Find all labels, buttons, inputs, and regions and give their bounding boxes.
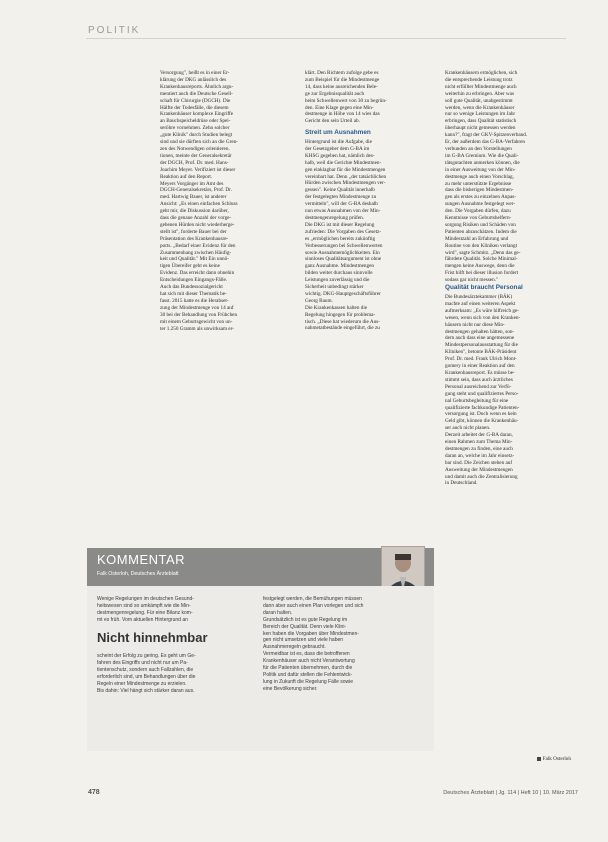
- text-line: sodass gar nicht messen.": [445, 277, 499, 284]
- text-line: Regeln einer Mindestmenge zu erzielen.: [97, 680, 187, 687]
- text-line: Reaktion auf den Report.: [160, 173, 213, 180]
- text-line: Frist hilft bei dieser illusion fordert: [445, 270, 519, 277]
- text-line: Krankenhausreport. Es müsse be-: [445, 369, 515, 376]
- text-line: heitswesen sind so umkämpft wie die Min-: [97, 602, 191, 609]
- text-line: mengen keine Auswege, denn die: [445, 263, 515, 270]
- text-line: geht mir, die Diskussion darüber,: [160, 208, 229, 215]
- text-line: dass die genaue Anzahl der vorge-: [160, 215, 232, 222]
- text-line: Krankenhäusern ermöglichen, sich: [445, 70, 518, 76]
- text-line: nahmetatbestände eingeführt, die zu: [305, 325, 380, 332]
- text-line: ken haben die Vorgaben über Mindestmen-: [263, 630, 359, 637]
- article-column-3-top: [445, 70, 571, 284]
- text-line: aufmerksam: „Es wäre hilfreich ge-: [445, 307, 520, 314]
- text-line: Regelung hingegen für problema-: [305, 311, 376, 318]
- text-line: tätsgutachten anmerken können, die: [445, 159, 520, 166]
- text-line: Mindestpersonalausstattung für die: [445, 342, 518, 349]
- text-line: fasst. 2015 hatte es die Herabset-: [160, 297, 229, 304]
- text-line: Evidenz. Das erreicht dann ohnehin: [160, 270, 235, 277]
- text-line: stimmt sein, dass auch ärztliches: [445, 376, 513, 383]
- text-line: mit einem Geburtsgewicht von un-: [160, 318, 233, 325]
- text-line: ser auch nicht planen.: [445, 425, 491, 432]
- text-line: Ausnahmeregeln gebraucht.: [263, 644, 326, 651]
- text-line: fährdete Qualität. Solche Minimal-: [445, 256, 518, 263]
- text-line: Sicherheit unbedingt stärker: [305, 284, 364, 291]
- journal-citation: Deutsches Ärzteblatt | Jg. 114 | Heft 10 | 10. März 2017: [443, 790, 578, 796]
- text-line: destmengen gehalten hätten, son-: [445, 328, 515, 335]
- text-line: mentiert auch die Deutsche Gesell-: [160, 90, 233, 97]
- text-line: Patienten abzuschätzen. Indem die: [445, 228, 517, 235]
- text-line: sorgung Risiken und Schäden von: [445, 221, 516, 228]
- text-line: machte auf einen weiteren Aspekt: [445, 300, 516, 307]
- text-line: DGCH-Generalsekretärs, Prof. Dr.: [160, 187, 232, 194]
- text-line: Bereich der Qualität. Denn viele Klini-: [263, 623, 347, 630]
- text-line: Krankenhausreports. Ähnlich argu-: [160, 83, 234, 90]
- text-line: in Deutschland.: [445, 480, 478, 487]
- text-line: zen des Notwendigen orientieren.: [160, 145, 230, 152]
- text-line: Politik und dafür stellen die Fehlentwick-: [263, 671, 353, 678]
- kommentar-column-2: [263, 596, 423, 693]
- text-line: tigen Übereifer geht es keine: [160, 263, 220, 270]
- text-line: lung in Zukunft die Regelung Fälle sowie: [263, 678, 354, 685]
- subheading-qualitaet: Qualität braucht Personal: [445, 284, 523, 291]
- text-line: überhaupt nicht gemessen werden: [445, 125, 516, 132]
- text-line: destmengenregelung prüfen.: [305, 214, 365, 221]
- text-line: dann aber auch einen Plan vorlegen und sich: [263, 602, 364, 609]
- text-line: dern auch dass eine angemessene: [445, 335, 515, 342]
- text-line: Die Krankenkassen halten die: [305, 304, 368, 311]
- article-column-2-top: [305, 70, 433, 125]
- text-line: den. Eine Klage gegen eine Min-: [305, 104, 374, 111]
- text-line: festgelegt werden, die Bemühungen müssen: [263, 596, 362, 602]
- text-line: der DGCH, Prof. Dr. med. Hans-: [160, 159, 229, 166]
- text-line: ganz Ausnahme. Mindestmengen: [305, 263, 375, 270]
- text-line: der Gesetzgeber dem G-BA im: [305, 145, 370, 152]
- article-column-2-bottom: [305, 139, 433, 332]
- text-line: weiterhin zu erbringen. Aber was: [445, 90, 514, 97]
- text-line: Krankenhäuser komplexe Eingriffe: [160, 111, 234, 118]
- text-line: Er, der außerdem das G-BA-Verfahren: [445, 139, 526, 146]
- text-line: zum Beispiel für die Mindestmenge: [305, 76, 380, 83]
- text-line: gen als erstes zu einzelnen Anpas-: [445, 194, 517, 201]
- text-line: erbringen, dass Qualität statistisch: [445, 118, 517, 125]
- text-line: kann?", fragt der GKV-Spitzenverband.: [445, 132, 528, 139]
- text-line: fahren des Eingriffs und nicht nur um Pa-: [97, 659, 188, 666]
- text-line: daran halten.: [263, 609, 293, 616]
- text-line: beim Schwellenwert von 30 zu begrün-: [305, 97, 387, 104]
- text-line: den. Die Vorgaben dürfen, dazu: [445, 208, 511, 215]
- text-line: Routine von den Kliniken verlangt: [445, 242, 518, 249]
- text-line: Joachim Meyer. Verifiziert ist dieser: [160, 166, 236, 173]
- text-line: nicht erfüllter Mindestmenge auch: [445, 83, 517, 90]
- text-line: daran an, welche im Jahr einsetz-: [445, 452, 515, 459]
- text-line: zufrieden: Die Vorgaben des Gesetz-: [305, 228, 382, 235]
- text-line: in einer Ausweitung von der Min-: [445, 166, 516, 173]
- text-line: 14, dass keine ausreichenden Bele-: [305, 83, 378, 90]
- text-line: gen nicht umsetzen und viele haben: [263, 637, 344, 644]
- text-line: keit und Qualität." Mit Ein unnö-: [160, 256, 229, 263]
- text-line: schaft für Chirurgie (DGCH). Die: [160, 97, 231, 104]
- text-line: ports. „Bedarf einer Evidenz für den: [160, 242, 236, 249]
- text-line: Vermeidbar ist es, dass die betroffenen: [263, 651, 350, 658]
- text-line: Hintergrund ist die Aufgabe, die: [305, 139, 372, 145]
- text-line: sind und sie dürften sich an die Gren-: [160, 139, 238, 146]
- text-line: Entscheidungen Eingangs-Fälle.: [160, 277, 228, 284]
- text-line: Georg Baum.: [305, 297, 333, 304]
- text-line: destmengenregelung. Für eine Bilanz kom-: [97, 609, 193, 616]
- text-line: Präsentation des Krankenhausre-: [160, 235, 229, 242]
- text-line: „gute Klinik" durch Studien belegt: [160, 132, 233, 139]
- text-line: Mindestzahl an Erfahrung und: [445, 235, 509, 242]
- text-line: wichtig. DKG-Hauptgeschäftsführer: [305, 290, 381, 297]
- author-credit: [445, 756, 571, 763]
- text-line: bar sind. Die Zeichen stehen auf: [445, 459, 513, 466]
- kommentar-headline: Nicht hinnehmbar: [97, 630, 208, 645]
- text-line: erforderlich sind, um Behandlungen über die: [97, 673, 196, 680]
- text-line: Grundsätzlich ist es gute Regelung im: [263, 616, 348, 623]
- text-line: Hälfte der Todesfälle, die diesem: [160, 104, 229, 111]
- text-line: nur so wenige Leistungen im Jahr: [445, 111, 516, 118]
- text-line: im G-BA Gremium. Wie die Quali-: [445, 152, 519, 159]
- text-line: dass die bisherigen Mindestmen-: [445, 187, 514, 194]
- text-line: und damit auch die Zentralisierung: [445, 473, 518, 480]
- text-line: Versorgung", heißt es in einer Er-: [160, 70, 230, 76]
- text-line: halb, weil die Gerichte Mindestmen-: [305, 159, 382, 166]
- kommentar-column-1-top: [97, 596, 252, 624]
- text-line: wird", sagte Schmitz. „Denn das ge-: [445, 249, 521, 256]
- text-line: destmenge in Höhe von 14 wies das: [305, 111, 380, 118]
- text-line: Leistungen zuverlässig und die: [305, 277, 370, 284]
- text-line: tionen, meinte der Generalsekretär: [160, 152, 232, 159]
- text-line: tisch. „Diese hat wiederum die Aus-: [305, 318, 380, 325]
- text-line: es „ermöglichen bereits zukünftig: [305, 235, 376, 242]
- text-line: gessen". Keine Qualität innerhalb: [305, 187, 375, 194]
- text-line: destmengen zu finden, eine auch: [445, 445, 513, 452]
- kommentar-title: KOMMENTAR: [97, 552, 186, 567]
- text-line: klärt. Den Richtern zufolge gebe es: [305, 70, 379, 76]
- text-line: vereinbart hat. Denn „der tatsächlichen: [305, 173, 387, 180]
- text-line: sowie Ausnahmemöglichkeiten. Ein: [305, 249, 380, 256]
- end-mark: [537, 757, 541, 761]
- text-line: einen Rahmen zum Thema Min-: [445, 439, 513, 446]
- text-line: ge zur Ergebnisqualität auch: [305, 90, 365, 97]
- text-line: Derzeit arbeitet der G-BA daran,: [445, 432, 513, 439]
- text-line: gomery in einer Reaktion auf den: [445, 363, 515, 370]
- text-line: Krankenhäuser auch nicht Verantwortung: [263, 658, 355, 665]
- text-line: häusern nicht nur diese Min-: [445, 321, 505, 328]
- text-line: Die DKG ist mit dieser Regelung: [305, 221, 375, 228]
- section-label: POLITIK: [88, 25, 141, 36]
- text-line: mt es früh. Vom aktuellen Hintergrund an: [97, 616, 188, 623]
- text-line: an Bauchspeicheldrüse oder Spei-: [160, 118, 231, 125]
- text-line: die entsprechende Leistung trotz: [445, 76, 513, 83]
- text-line: soll gute Qualität, unabgestimmt: [445, 97, 513, 104]
- text-line: scheint der Erfolg zu gering. Es geht um Ge-: [97, 653, 196, 659]
- text-line: Zusammenhang zwischen Häufig-: [160, 249, 232, 256]
- text-line: Gericht den sein Urteil ab.: [305, 118, 360, 125]
- text-line: stellt ist", forderte Bauer bei der: [160, 228, 227, 235]
- text-line: klärung der DKG anlässlich des: [160, 76, 227, 83]
- kommentar-column-1-bottom: [97, 653, 252, 694]
- text-line: der festgelegten Mindestmenge zu: [305, 194, 377, 201]
- text-line: qualifizierte fachkundige Patienten-: [445, 404, 520, 411]
- text-line: KHSG gegeben hat, nämlich des-: [305, 152, 375, 159]
- text-line: tientenschutz, sondern auch Fallzahlen, die: [97, 666, 194, 673]
- text-line: zu mehr unterstützte Ergebnisse: [445, 180, 512, 187]
- text-line: Verbesserungen bei Schwellenwerten: [305, 242, 383, 249]
- header-divider: [86, 38, 566, 39]
- subheading-streit: Streit um Ausnahmen: [305, 129, 371, 136]
- article-column-1: [160, 70, 288, 332]
- text-line: gebenen Hürden nicht wiederherge-: [160, 221, 235, 228]
- text-line: Auch das Bundessozialgericht: [160, 284, 223, 291]
- kommentar-byline: Falk Osterloh, Deutsches Ärzteblatt: [97, 571, 179, 577]
- text-line: wesen, wenn sich von den Kranken-: [445, 314, 521, 321]
- text-line: gen einklagbar für die Mindestmengen: [305, 166, 386, 173]
- text-line: Prof. Dr. med. Frank Ulrich Mont-: [445, 356, 517, 363]
- text-line: nal Geburtsbegleitung für eine: [445, 397, 509, 404]
- text-line: Kliniken", betonte BÄK-Präsident: [445, 349, 517, 356]
- text-line: Kenntnisse von Geburtshelfern-: [445, 215, 512, 222]
- text-line: Geld gibt, können die Krankenhäu-: [445, 418, 519, 425]
- text-line: Meyers Vorgänger im Amt des: [160, 180, 224, 187]
- author-name: Falk Osterloh: [542, 756, 571, 762]
- page-number: 478: [88, 789, 100, 796]
- text-line: sinnloses Qualitätsargument ist ohne: [305, 256, 382, 263]
- text-line: versorgung ist. Doch wenn es kein: [445, 411, 517, 418]
- text-line: für die Patienten übernehmen, durch die: [263, 665, 353, 672]
- text-line: verbunden an den Vorstellungen: [445, 145, 512, 152]
- text-line: seröhre vornehmen. Zehn solcher: [160, 125, 230, 132]
- text-line: bilden weiter durchaus sinnvolle: [305, 270, 373, 277]
- text-line: sungen Ausnahme festgelegt wer-: [445, 201, 516, 208]
- article-column-3-bottom: [445, 294, 571, 487]
- text-line: Ausweitung der Mindestmengen: [445, 466, 513, 473]
- text-line: ter 1.250 Gramm als unwirksam er-: [160, 325, 234, 332]
- text-line: vermitteln", will der G-BA deshalb: [305, 201, 378, 208]
- text-line: Wenige Regelungen im deutschen Gesund-: [97, 596, 194, 602]
- text-line: 30 bei der Behandlung von Frühchen: [160, 311, 238, 318]
- text-line: Personal ausreichend zur Verfü-: [445, 383, 512, 390]
- text-line: eine Bevölkerung sicher.: [263, 685, 318, 692]
- text-line: hat sich mit dieser Thematik be-: [160, 291, 227, 297]
- text-line: werden, wenn die Krankenhäuser: [445, 104, 515, 111]
- text-line: Bis dahin: Viel hängt sich stärker daran aus.: [97, 687, 195, 694]
- text-line: gung steht und qualifiziertes Perso-: [445, 390, 519, 397]
- text-line: zung der Mindestmenge von 14 auf: [160, 304, 234, 311]
- text-line: nun etwas Ausnahmen von der Min-: [305, 208, 381, 215]
- text-line: Die Bundesärztekammer (BÄK): [445, 294, 513, 300]
- text-line: destmenge auch einen Vorschlag,: [445, 173, 514, 180]
- text-line: Hürden zwischen Mindestmengen ver-: [305, 180, 386, 187]
- text-line: Ansicht: „Es einen einfachen Schluss: [160, 201, 238, 208]
- text-line: med. Hartwig Bauer, ist anderer: [160, 194, 227, 201]
